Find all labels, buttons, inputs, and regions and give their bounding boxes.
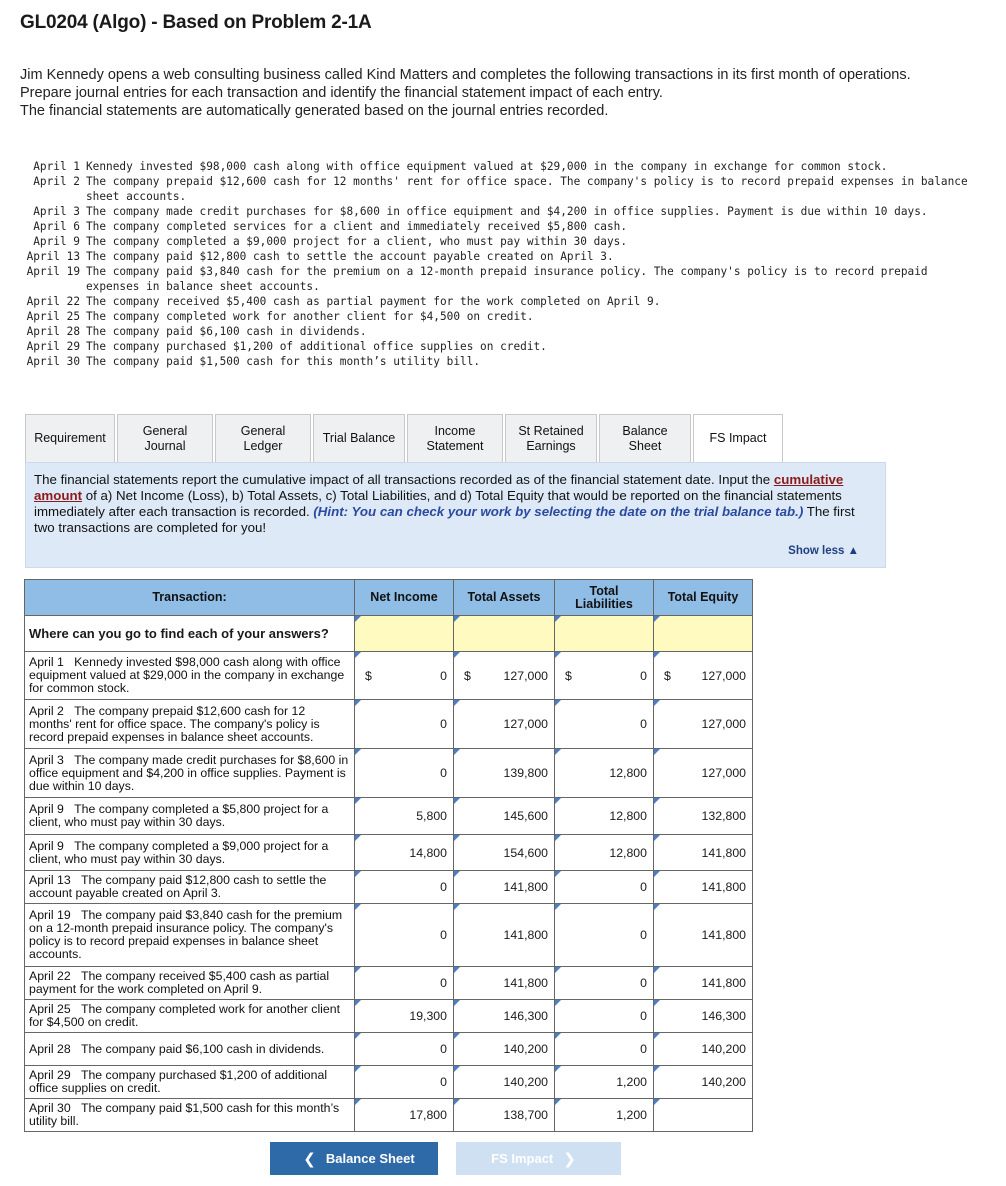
where-answer-total-equity[interactable] xyxy=(654,616,753,652)
transaction-text: The company completed services for a client and immediately received $5,800 cash. xyxy=(86,220,627,233)
transaction-list xyxy=(14,159,974,369)
total-liabilities-input[interactable] xyxy=(555,871,654,904)
total-equity-input[interactable] xyxy=(654,700,753,749)
total-liabilities-input[interactable] xyxy=(555,967,654,1000)
table-row xyxy=(25,1066,753,1099)
tab-label xyxy=(518,424,583,454)
total-assets-input[interactable] xyxy=(454,798,555,835)
total-liabilities-input[interactable] xyxy=(555,904,654,967)
cell-value: 140,200 xyxy=(503,1075,548,1089)
total-liabilities-input[interactable] xyxy=(555,652,654,700)
transaction-text: The company paid $1,500 cash for this month’s utility bill. xyxy=(86,355,481,368)
row-date: April 22 xyxy=(29,969,71,983)
where-answer-net-income[interactable] xyxy=(355,616,454,652)
tab-label xyxy=(710,431,767,446)
tab-label xyxy=(241,424,285,454)
intro-text xyxy=(20,66,970,120)
cell-value: 141,800 xyxy=(503,880,548,894)
total-equity-input[interactable] xyxy=(654,967,753,1000)
dollar-sign: $ xyxy=(664,668,671,683)
transaction-date: April 28 xyxy=(26,325,80,338)
net-income-input[interactable] xyxy=(355,1000,454,1033)
prev-button-label: Balance Sheet xyxy=(325,1151,415,1166)
total-assets-input[interactable] xyxy=(454,904,555,967)
transaction-date: April 13 xyxy=(26,250,80,263)
total-assets-input[interactable] xyxy=(454,652,555,700)
total-equity-input[interactable] xyxy=(654,871,753,904)
tab-requirement[interactable] xyxy=(25,414,115,462)
row-text: The company made credit purchases for $8,600 in office equipment and $4,200 in office supplies. Payment is due within 10 days. xyxy=(29,752,349,793)
total-liabilities-input[interactable] xyxy=(555,835,654,871)
header-net-income: Net Income xyxy=(355,580,454,616)
transaction-item xyxy=(14,354,974,369)
row-text: The company received $5,400 cash as partial payment for the work completed on April 9. xyxy=(29,969,330,996)
row-text: The company paid $12,800 cash to settle the account payable created on April 3. xyxy=(29,873,327,900)
transaction-cell xyxy=(25,652,355,700)
transaction-cell xyxy=(25,835,355,871)
total-liabilities-input[interactable] xyxy=(555,1099,654,1132)
cell-value: 139,800 xyxy=(503,766,548,780)
cell-value: 146,300 xyxy=(503,1009,548,1023)
prev-button-balance-sheet[interactable] xyxy=(270,1142,438,1175)
cell-value xyxy=(746,1108,748,1122)
tab-st-retained-earnings[interactable] xyxy=(505,414,597,462)
total-liabilities-input[interactable] xyxy=(555,749,654,798)
cell-value: 12,800 xyxy=(609,809,647,823)
total-assets-input[interactable] xyxy=(454,871,555,904)
row-text: The company prepaid $12,600 cash for 12 months' rent for office space. The company's policy is record prepaid expenses in balance sheet accounts. xyxy=(29,703,320,744)
total-equity-input[interactable] xyxy=(654,798,753,835)
header-line: Liabilities xyxy=(575,596,633,611)
cell-value: 127,000 xyxy=(503,717,548,731)
cell-value: 141,800 xyxy=(701,880,746,894)
table-row xyxy=(25,700,753,749)
next-button-fs-impact[interactable] xyxy=(456,1142,621,1175)
where-answer-total-assets[interactable] xyxy=(454,616,555,652)
total-liabilities-input[interactable] xyxy=(555,700,654,749)
total-equity-input[interactable] xyxy=(654,1066,753,1099)
transaction-date: April 30 xyxy=(26,355,80,368)
row-text: The company completed work for another client for $4,500 on credit. xyxy=(29,1002,340,1029)
transaction-text: The company completed work for another client for $4,500 on credit. xyxy=(86,310,534,323)
cell-value: 0 xyxy=(440,976,447,990)
transaction-item xyxy=(14,264,974,294)
fs-impact-table xyxy=(24,579,753,1132)
transaction-cell xyxy=(25,749,355,798)
total-liabilities-input[interactable] xyxy=(555,1000,654,1033)
header-total-assets: Total Assets xyxy=(454,580,555,616)
transaction-date: April 9 xyxy=(33,235,80,248)
tab-label-line: Journal xyxy=(144,438,186,453)
transaction-text: The company completed a $9,000 project for a client, who must pay within 30 days. xyxy=(86,235,627,248)
table-row xyxy=(25,1033,753,1066)
table-row xyxy=(25,749,753,798)
table-row xyxy=(25,904,753,967)
tab-income-statement[interactable] xyxy=(407,414,503,462)
intro-line: The financial statements are automatically generated based on the journal entries recorded. xyxy=(20,103,609,119)
transaction-cell xyxy=(25,904,355,967)
transaction-cell xyxy=(25,1033,355,1066)
net-income-input[interactable] xyxy=(355,798,454,835)
cell-value: 127,000 xyxy=(701,717,746,731)
transaction-date: April 19 xyxy=(26,265,80,278)
cell-value: 138,700 xyxy=(503,1108,548,1122)
transaction-text: Kennedy invested $98,000 cash along with office equipment valued at $29,000 in the company in exchange for common stock. xyxy=(86,160,888,173)
row-date: April 9 xyxy=(29,802,64,816)
chevron-left-icon: ❮ xyxy=(303,1150,316,1168)
tab-label xyxy=(34,431,106,446)
row-text: The company paid $6,100 cash in dividends. xyxy=(80,1041,325,1056)
transaction-date: April 3 xyxy=(33,205,80,218)
cell-value: 0 xyxy=(640,928,647,942)
table-row xyxy=(25,967,753,1000)
cell-value: 0 xyxy=(640,1042,647,1056)
transaction-item xyxy=(14,309,974,324)
tab-label-line: Trial Balance xyxy=(322,431,396,445)
header-total-liabilities xyxy=(555,580,654,616)
transaction-cell xyxy=(25,1099,355,1132)
tab-label xyxy=(143,424,187,454)
transaction-text: The company paid $3,840 cash for the premium on a 12-month prepaid insurance policy. The company's policy is to record prepaid expenses in balance sheet accounts. xyxy=(86,265,928,293)
row-date: April 30 xyxy=(29,1101,71,1115)
row-text: The company purchased $1,200 of additional office supplies on credit. xyxy=(29,1068,328,1095)
cell-value: 127,000 xyxy=(503,668,548,683)
transaction-text: The company paid $12,800 cash to settle the account payable created on April 3. xyxy=(86,250,614,263)
net-income-input[interactable] xyxy=(355,835,454,871)
cell-value: 0 xyxy=(640,717,647,731)
tab-label-line: General xyxy=(142,423,188,438)
transaction-item xyxy=(14,294,974,309)
cell-value: 141,800 xyxy=(701,928,746,942)
transaction-text: The company purchased $1,200 of additional office supplies on credit. xyxy=(86,340,547,353)
table-row xyxy=(25,798,753,835)
net-income-input[interactable] xyxy=(355,967,454,1000)
net-income-input[interactable] xyxy=(355,652,454,700)
cell-value: 154,600 xyxy=(503,845,548,860)
net-income-input[interactable] xyxy=(355,1099,454,1132)
transaction-date: April 22 xyxy=(26,295,80,308)
tab-label xyxy=(323,431,396,446)
net-income-input[interactable] xyxy=(355,749,454,798)
transaction-text: The company paid $6,100 cash in dividends. xyxy=(86,325,367,338)
tab-fs-impact[interactable] xyxy=(693,414,783,462)
transaction-cell xyxy=(25,700,355,749)
chevron-right-icon: ❯ xyxy=(563,1150,576,1168)
total-equity-input[interactable] xyxy=(654,904,753,967)
total-equity-input[interactable] xyxy=(654,749,753,798)
row-date: April 9 xyxy=(29,838,64,853)
table-row xyxy=(25,1099,753,1132)
transaction-text: The company made credit purchases for $8,600 in office equipment and $4,200 in office supplies. Payment is due within 10 days. xyxy=(86,205,928,218)
transaction-cell xyxy=(25,871,355,904)
total-assets-input[interactable] xyxy=(454,1066,555,1099)
cell-value: 141,800 xyxy=(503,976,548,990)
header-transaction: Transaction: xyxy=(25,580,355,616)
cell-value: 5,800 xyxy=(416,809,447,823)
tab-label-line: Earnings xyxy=(526,438,576,453)
transaction-cell xyxy=(25,1000,355,1033)
tab-general-ledger[interactable] xyxy=(215,414,311,462)
cell-value: 0 xyxy=(440,766,447,780)
transaction-item xyxy=(14,249,974,264)
instructions-text: The first two transactions are completed for you! xyxy=(34,504,855,535)
cell-value: 140,200 xyxy=(701,1075,746,1089)
row-date: April 29 xyxy=(29,1068,71,1082)
tab-label-line: Statement xyxy=(426,438,484,453)
cell-value: 141,800 xyxy=(701,976,746,990)
table-row xyxy=(25,835,753,871)
row-date: April 19 xyxy=(29,908,71,922)
row-date: April 28 xyxy=(29,1041,71,1056)
cell-value: 0 xyxy=(440,928,447,942)
row-text: The company paid $3,840 cash for the premium on a 12-month prepaid insurance policy. The company's policy is to record prepaid expenses in balance sheet accounts. xyxy=(29,908,343,961)
row-text: The company paid $1,500 cash for this month’s utility bill. xyxy=(29,1101,340,1128)
total-equity-input[interactable] xyxy=(654,652,753,700)
total-assets-input[interactable] xyxy=(454,1033,555,1066)
cell-value: 19,300 xyxy=(409,1009,447,1023)
transaction-cell xyxy=(25,1066,355,1099)
hint-text: (Hint: You can check your work by selecting the date on the trial balance tab.) xyxy=(313,504,804,519)
tab-label-line: General xyxy=(240,423,286,438)
net-income-input[interactable] xyxy=(355,1066,454,1099)
tab-general-journal[interactable] xyxy=(117,414,213,462)
cell-value: 0 xyxy=(640,1009,647,1023)
cell-value: 0 xyxy=(640,976,647,990)
transaction-item xyxy=(14,234,974,249)
cell-value: 127,000 xyxy=(701,668,746,683)
cell-value: 132,800 xyxy=(701,809,746,823)
tab-label-line: St Retained xyxy=(518,423,584,438)
intro-line: Prepare journal entries for each transaction and identify the financial statement impact of each entry. xyxy=(20,85,663,101)
transaction-date: April 29 xyxy=(26,340,80,353)
tab-label-line: Balance Sheet xyxy=(622,423,668,453)
cell-value: 0 xyxy=(440,1075,447,1089)
transaction-item xyxy=(14,219,974,234)
total-assets-input[interactable] xyxy=(454,835,555,871)
transaction-item xyxy=(14,339,974,354)
header-total-equity: Total Equity xyxy=(654,580,753,616)
transaction-item xyxy=(14,324,974,339)
cell-value: 0 xyxy=(640,668,647,683)
net-income-input[interactable] xyxy=(355,871,454,904)
page-title: GL0204 (Algo) - Based on Problem 2-1A xyxy=(20,12,372,33)
cell-value: 141,800 xyxy=(701,845,746,860)
cell-value: 12,800 xyxy=(609,845,647,860)
total-equity-input[interactable] xyxy=(654,1000,753,1033)
cell-value: 17,800 xyxy=(409,1108,447,1122)
total-assets-input[interactable] xyxy=(454,1000,555,1033)
where-answer-total-liabilities[interactable] xyxy=(555,616,654,652)
instructions-box xyxy=(25,462,886,568)
transaction-cell xyxy=(25,798,355,835)
transaction-text: The company received $5,400 cash as partial payment for the work completed on April 9. xyxy=(86,295,661,308)
cell-value: 1,200 xyxy=(616,1075,647,1089)
tab-label-line: FS Impact xyxy=(709,431,767,445)
transaction-item xyxy=(14,174,974,204)
cell-value: 141,800 xyxy=(503,928,548,942)
total-equity-input[interactable] xyxy=(654,1033,753,1066)
cell-value: 0 xyxy=(640,880,647,894)
net-income-input[interactable] xyxy=(355,700,454,749)
row-text: Kennedy invested $98,000 cash along with office equipment valued at $29,000 in the company in exchange for common stock. xyxy=(29,655,345,695)
cell-value: 127,000 xyxy=(701,766,746,780)
total-liabilities-input[interactable] xyxy=(555,1033,654,1066)
tab-label-line: Ledger xyxy=(243,438,283,453)
dollar-sign: $ xyxy=(365,668,372,683)
transaction-date: April 6 xyxy=(33,220,80,233)
cell-value: 1,200 xyxy=(616,1108,647,1122)
tab-label xyxy=(427,424,484,454)
table-row xyxy=(25,871,753,904)
cell-value: 0 xyxy=(440,880,447,894)
instructions-text: of a) Net Income (Loss), b) Total Assets, c) Total Liabilities, and d) Total Equity that would be reported on the financial statements immediately after each transaction is recorded. xyxy=(34,488,842,519)
cell-value: 14,800 xyxy=(409,845,447,860)
cumulative-amount-link[interactable]: cumulative amount xyxy=(34,472,844,503)
row-text: The company completed a $5,800 project for a client, who must pay within 30 days. xyxy=(29,802,329,829)
tab-label-line: Income xyxy=(434,423,476,438)
total-equity-input[interactable] xyxy=(654,835,753,871)
total-assets-input[interactable] xyxy=(454,700,555,749)
intro-line: Jim Kennedy opens a web consulting business called Kind Matters and completes the following transactions in its first month of operations. xyxy=(20,67,911,83)
tab-label xyxy=(606,424,684,454)
net-income-input[interactable] xyxy=(355,1033,454,1066)
tab-trial-balance[interactable] xyxy=(313,414,405,462)
table-row xyxy=(25,652,753,700)
instructions-text: The financial statements report the cumulative impact of all transactions recorded as of the financial statement date. Input the xyxy=(34,472,774,487)
next-button-label: FS Impact xyxy=(491,1151,554,1166)
transaction-cell xyxy=(25,967,355,1000)
row-date: April 13 xyxy=(29,873,71,887)
transaction-date: April 1 xyxy=(33,160,80,173)
transaction-date: April 2 xyxy=(33,175,80,188)
cell-value: 140,200 xyxy=(701,1042,746,1056)
transaction-item xyxy=(14,159,974,174)
where-question: Where can you go to find each of your answers? xyxy=(25,616,355,652)
row-date: April 1 xyxy=(29,655,64,669)
transaction-date: April 25 xyxy=(26,310,80,323)
show-less-toggle[interactable]: Show less ▲ xyxy=(788,545,859,557)
total-assets-input[interactable] xyxy=(454,1099,555,1132)
dollar-sign: $ xyxy=(464,668,471,683)
row-date: April 2 xyxy=(29,703,64,718)
transaction-item xyxy=(14,204,974,219)
total-liabilities-input[interactable] xyxy=(555,1066,654,1099)
row-date: April 3 xyxy=(29,752,64,767)
total-assets-input[interactable] xyxy=(454,967,555,1000)
cell-value: 140,200 xyxy=(503,1042,548,1056)
transaction-text: The company prepaid $12,600 cash for 12 months' rent for office space. The company's policy is to record prepaid expenses in balance sheet accounts. xyxy=(86,175,968,203)
tab-bar xyxy=(25,414,785,462)
total-liabilities-input[interactable] xyxy=(555,798,654,835)
cell-value: 12,800 xyxy=(609,766,647,780)
total-assets-input[interactable] xyxy=(454,749,555,798)
header-line: Total xyxy=(589,583,619,598)
cell-value: 0 xyxy=(440,668,447,683)
row-date: April 25 xyxy=(29,1002,71,1016)
row-text: The company completed a $9,000 project for a client, who must pay within 30 days. xyxy=(29,838,329,866)
total-equity-input[interactable] xyxy=(654,1099,753,1132)
dollar-sign: $ xyxy=(565,668,572,683)
cell-value: 146,300 xyxy=(701,1009,746,1023)
cell-value: 0 xyxy=(440,717,447,731)
tab-balance-sheet[interactable] xyxy=(599,414,691,462)
tab-label-line: Requirement xyxy=(34,431,106,445)
net-income-input[interactable] xyxy=(355,904,454,967)
table-row xyxy=(25,1000,753,1033)
cell-value: 0 xyxy=(440,1042,447,1056)
cell-value: 145,600 xyxy=(503,809,548,823)
